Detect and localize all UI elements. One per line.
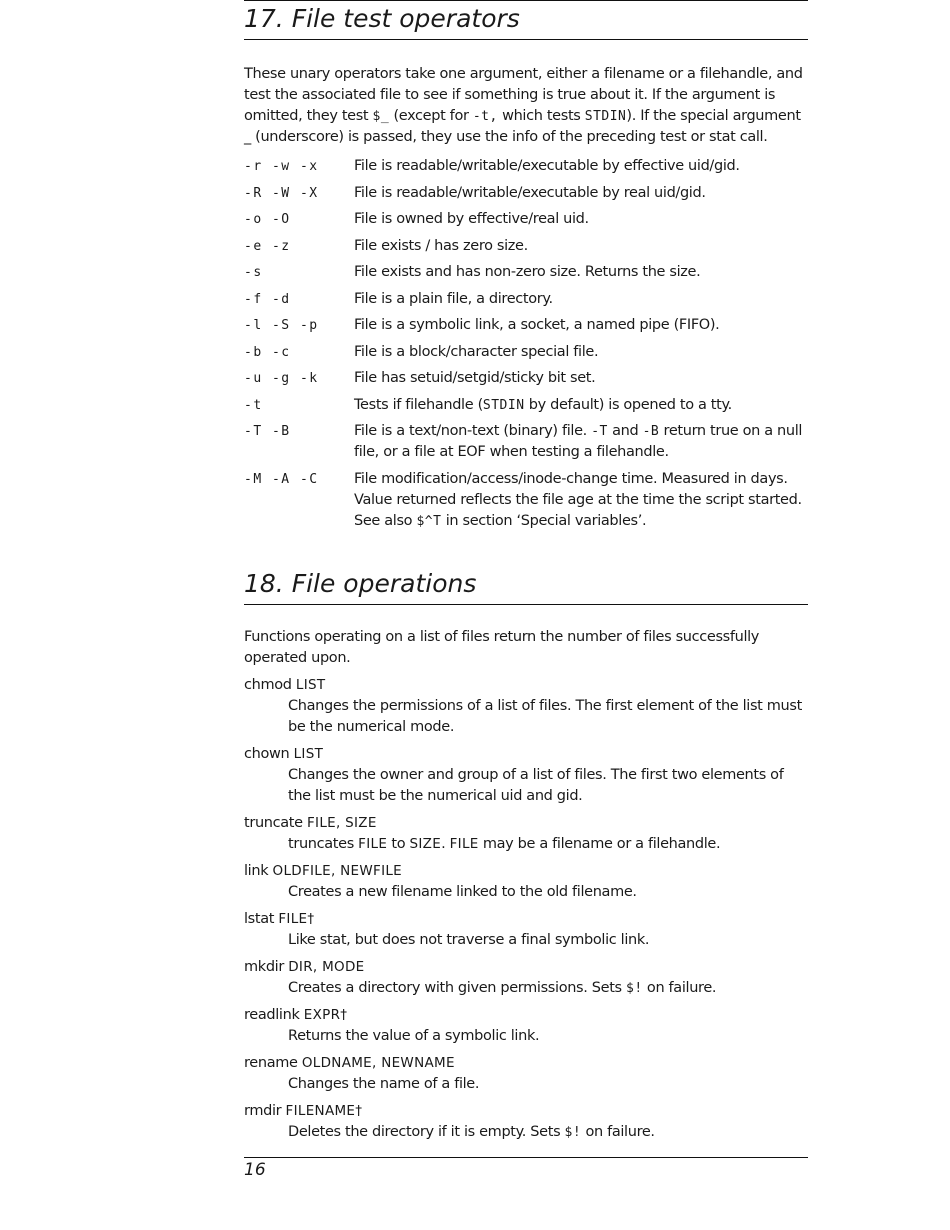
function-name: lstat — [244, 910, 275, 927]
page-number: 16 — [244, 1160, 266, 1180]
desc-text: Tests if filehandle ( — [354, 396, 483, 413]
operator-row — [244, 262, 808, 283]
function-desc: Creates a new filename linked to the old filename. — [288, 883, 637, 900]
function-entry — [244, 1101, 808, 1143]
operator-row — [244, 368, 808, 389]
function-desc — [244, 834, 808, 855]
function-name: rename — [244, 1054, 298, 1071]
section-17-title: 17. File test operators — [244, 1, 808, 40]
operator-desc: File has setuid/setgid/sticky bit set. — [354, 370, 596, 386]
desc-text: by default) is opened to a tty. — [524, 396, 732, 413]
function-desc: Changes the owner and group of a list of files. The first two elements of the list must be the numerical uid and gid. — [288, 766, 784, 804]
intro-text: (except for — [389, 108, 473, 124]
operator-key: -T -B — [244, 424, 291, 439]
operator-list — [244, 156, 808, 532]
desc-code: -T — [591, 424, 608, 439]
operator-row — [244, 209, 808, 230]
operator-key: -f -d — [244, 291, 291, 307]
function-args: EXPR† — [303, 1006, 348, 1023]
section-18-title: 18. File operations — [244, 566, 808, 605]
operator-key: -r -w -x — [244, 159, 319, 174]
function-desc — [244, 978, 808, 999]
operator-key: -M -A -C — [244, 471, 319, 487]
intro-code: $_ — [372, 109, 390, 124]
function-list — [244, 675, 808, 1143]
operator-row — [244, 236, 808, 257]
desc-code: $! — [626, 980, 643, 996]
function-name: readlink — [244, 1006, 300, 1023]
function-desc: Changes the name of a file. — [288, 1075, 480, 1092]
desc-text: return true on a null file, or a file at EOF when testing a filehandle. — [354, 423, 803, 460]
desc-code: STDIN — [482, 397, 525, 413]
intro-text: These unary operators take one argument, either a filename or a filehandle, and test the associated file to see if something is true about it. If the argument is omitted, they test — [244, 66, 803, 124]
operator-row — [244, 342, 808, 363]
function-signature — [244, 1053, 808, 1074]
operator-row — [244, 156, 808, 177]
function-args: OLDFILE, NEWFILE — [272, 862, 403, 879]
function-name: chown — [244, 745, 290, 762]
desc-text: Creates a directory with given permissions. Sets — [288, 979, 627, 996]
function-signature — [244, 909, 808, 930]
operator-desc: File exists and has non-zero size. Returns the size. — [354, 264, 701, 280]
function-entry — [244, 1053, 808, 1095]
document-page — [244, 0, 808, 1143]
function-args: FILE† — [278, 910, 315, 927]
function-entry — [244, 675, 808, 738]
operator-row — [244, 315, 808, 336]
intro-code: STDIN — [584, 109, 627, 124]
operator-row — [244, 183, 808, 204]
desc-text: File modification/access/inode-change time. Measured in days. Value returned reflects the file age at the time the script started. See also — [354, 470, 802, 529]
function-args: DIR, MODE — [288, 958, 365, 975]
desc-code: $! — [564, 1124, 582, 1140]
operator-key: -s — [244, 265, 263, 280]
function-args: LIST — [295, 676, 326, 693]
desc-arg: FILE — [449, 835, 479, 852]
section-17-intro — [244, 64, 808, 148]
operator-desc: File is a block/character special file. — [354, 343, 599, 360]
footer-rule — [244, 1157, 808, 1158]
operator-key: -l -S -p — [244, 318, 319, 333]
desc-text: to — [387, 835, 410, 852]
function-args: OLDNAME, NEWNAME — [301, 1054, 455, 1071]
desc-text: truncates — [288, 835, 359, 852]
desc-text: in section ‘Special variables’. — [441, 512, 647, 529]
desc-text: on failure. — [642, 979, 717, 996]
operator-key: -R -W -X — [244, 185, 319, 201]
function-args: FILENAME† — [285, 1102, 363, 1119]
operator-desc: File is readable/writable/executable by effective uid/gid. — [354, 158, 740, 174]
operator-row — [244, 469, 808, 532]
operator-desc: File is a plain file, a directory. — [354, 290, 553, 307]
function-desc: Like stat, but does not traverse a final symbolic link. — [288, 931, 650, 948]
intro-code: -t, — [472, 109, 498, 124]
operator-desc: File is owned by effective/real uid. — [354, 211, 589, 227]
intro-text: which tests — [497, 108, 585, 124]
desc-arg: SIZE — [409, 835, 442, 852]
desc-text: and — [607, 423, 643, 439]
function-desc: Changes the permissions of a list of files. The first element of the list must be the numerical mode. — [288, 697, 802, 735]
function-name: rmdir — [244, 1102, 282, 1119]
desc-text: on failure. — [581, 1123, 655, 1140]
function-signature — [244, 1005, 808, 1026]
function-signature — [244, 675, 808, 696]
function-signature — [244, 957, 808, 978]
function-name: truncate — [244, 814, 303, 831]
operator-key: -e -z — [244, 238, 291, 254]
function-args: FILE, SIZE — [306, 814, 377, 831]
desc-text: File is a text/non-text (binary) file. — [354, 423, 592, 439]
function-signature — [244, 813, 808, 834]
function-entry — [244, 861, 808, 903]
desc-arg: FILE — [358, 835, 388, 852]
function-desc — [244, 1122, 808, 1143]
desc-code: $^T — [416, 513, 442, 529]
function-signature — [244, 1101, 808, 1122]
operator-desc — [354, 469, 808, 532]
function-args: LIST — [293, 745, 324, 762]
function-entry — [244, 744, 808, 807]
operator-key: -o -O — [244, 212, 291, 227]
operator-desc: File is readable/writable/executable by real uid/gid. — [354, 184, 706, 201]
operator-desc — [354, 395, 808, 416]
function-entry — [244, 957, 808, 999]
section-18-intro: Functions operating on a list of files return the number of files successfully operated upon. — [244, 628, 760, 666]
operator-desc: File is a symbolic link, a socket, a named pipe (FIFO). — [354, 317, 720, 333]
function-entry — [244, 1005, 808, 1047]
function-signature — [244, 861, 808, 882]
operator-key: -u -g -k — [244, 371, 319, 386]
operator-desc: File exists / has zero size. — [354, 237, 528, 254]
function-name: mkdir — [244, 958, 284, 975]
function-desc: Returns the value of a symbolic link. — [288, 1027, 540, 1044]
operator-key: -b -c — [244, 344, 291, 360]
function-entry — [244, 813, 808, 855]
desc-code: -B — [642, 424, 660, 439]
function-signature — [244, 744, 808, 765]
operator-key: -t — [244, 397, 263, 413]
function-entry — [244, 909, 808, 951]
desc-text: may be a filename or a filehandle. — [478, 835, 721, 852]
function-name: chmod — [244, 676, 292, 693]
operator-row — [244, 289, 808, 310]
operator-row — [244, 395, 808, 416]
operator-desc — [354, 421, 808, 463]
desc-text: Deletes the directory if it is empty. Sets — [288, 1123, 565, 1140]
operator-row — [244, 421, 808, 463]
function-name: link — [244, 862, 269, 879]
desc-text: . — [441, 835, 450, 852]
intro-text: ). If the special argument _ (underscore) is passed, they use the info of the preceding test or stat call. — [244, 108, 801, 145]
